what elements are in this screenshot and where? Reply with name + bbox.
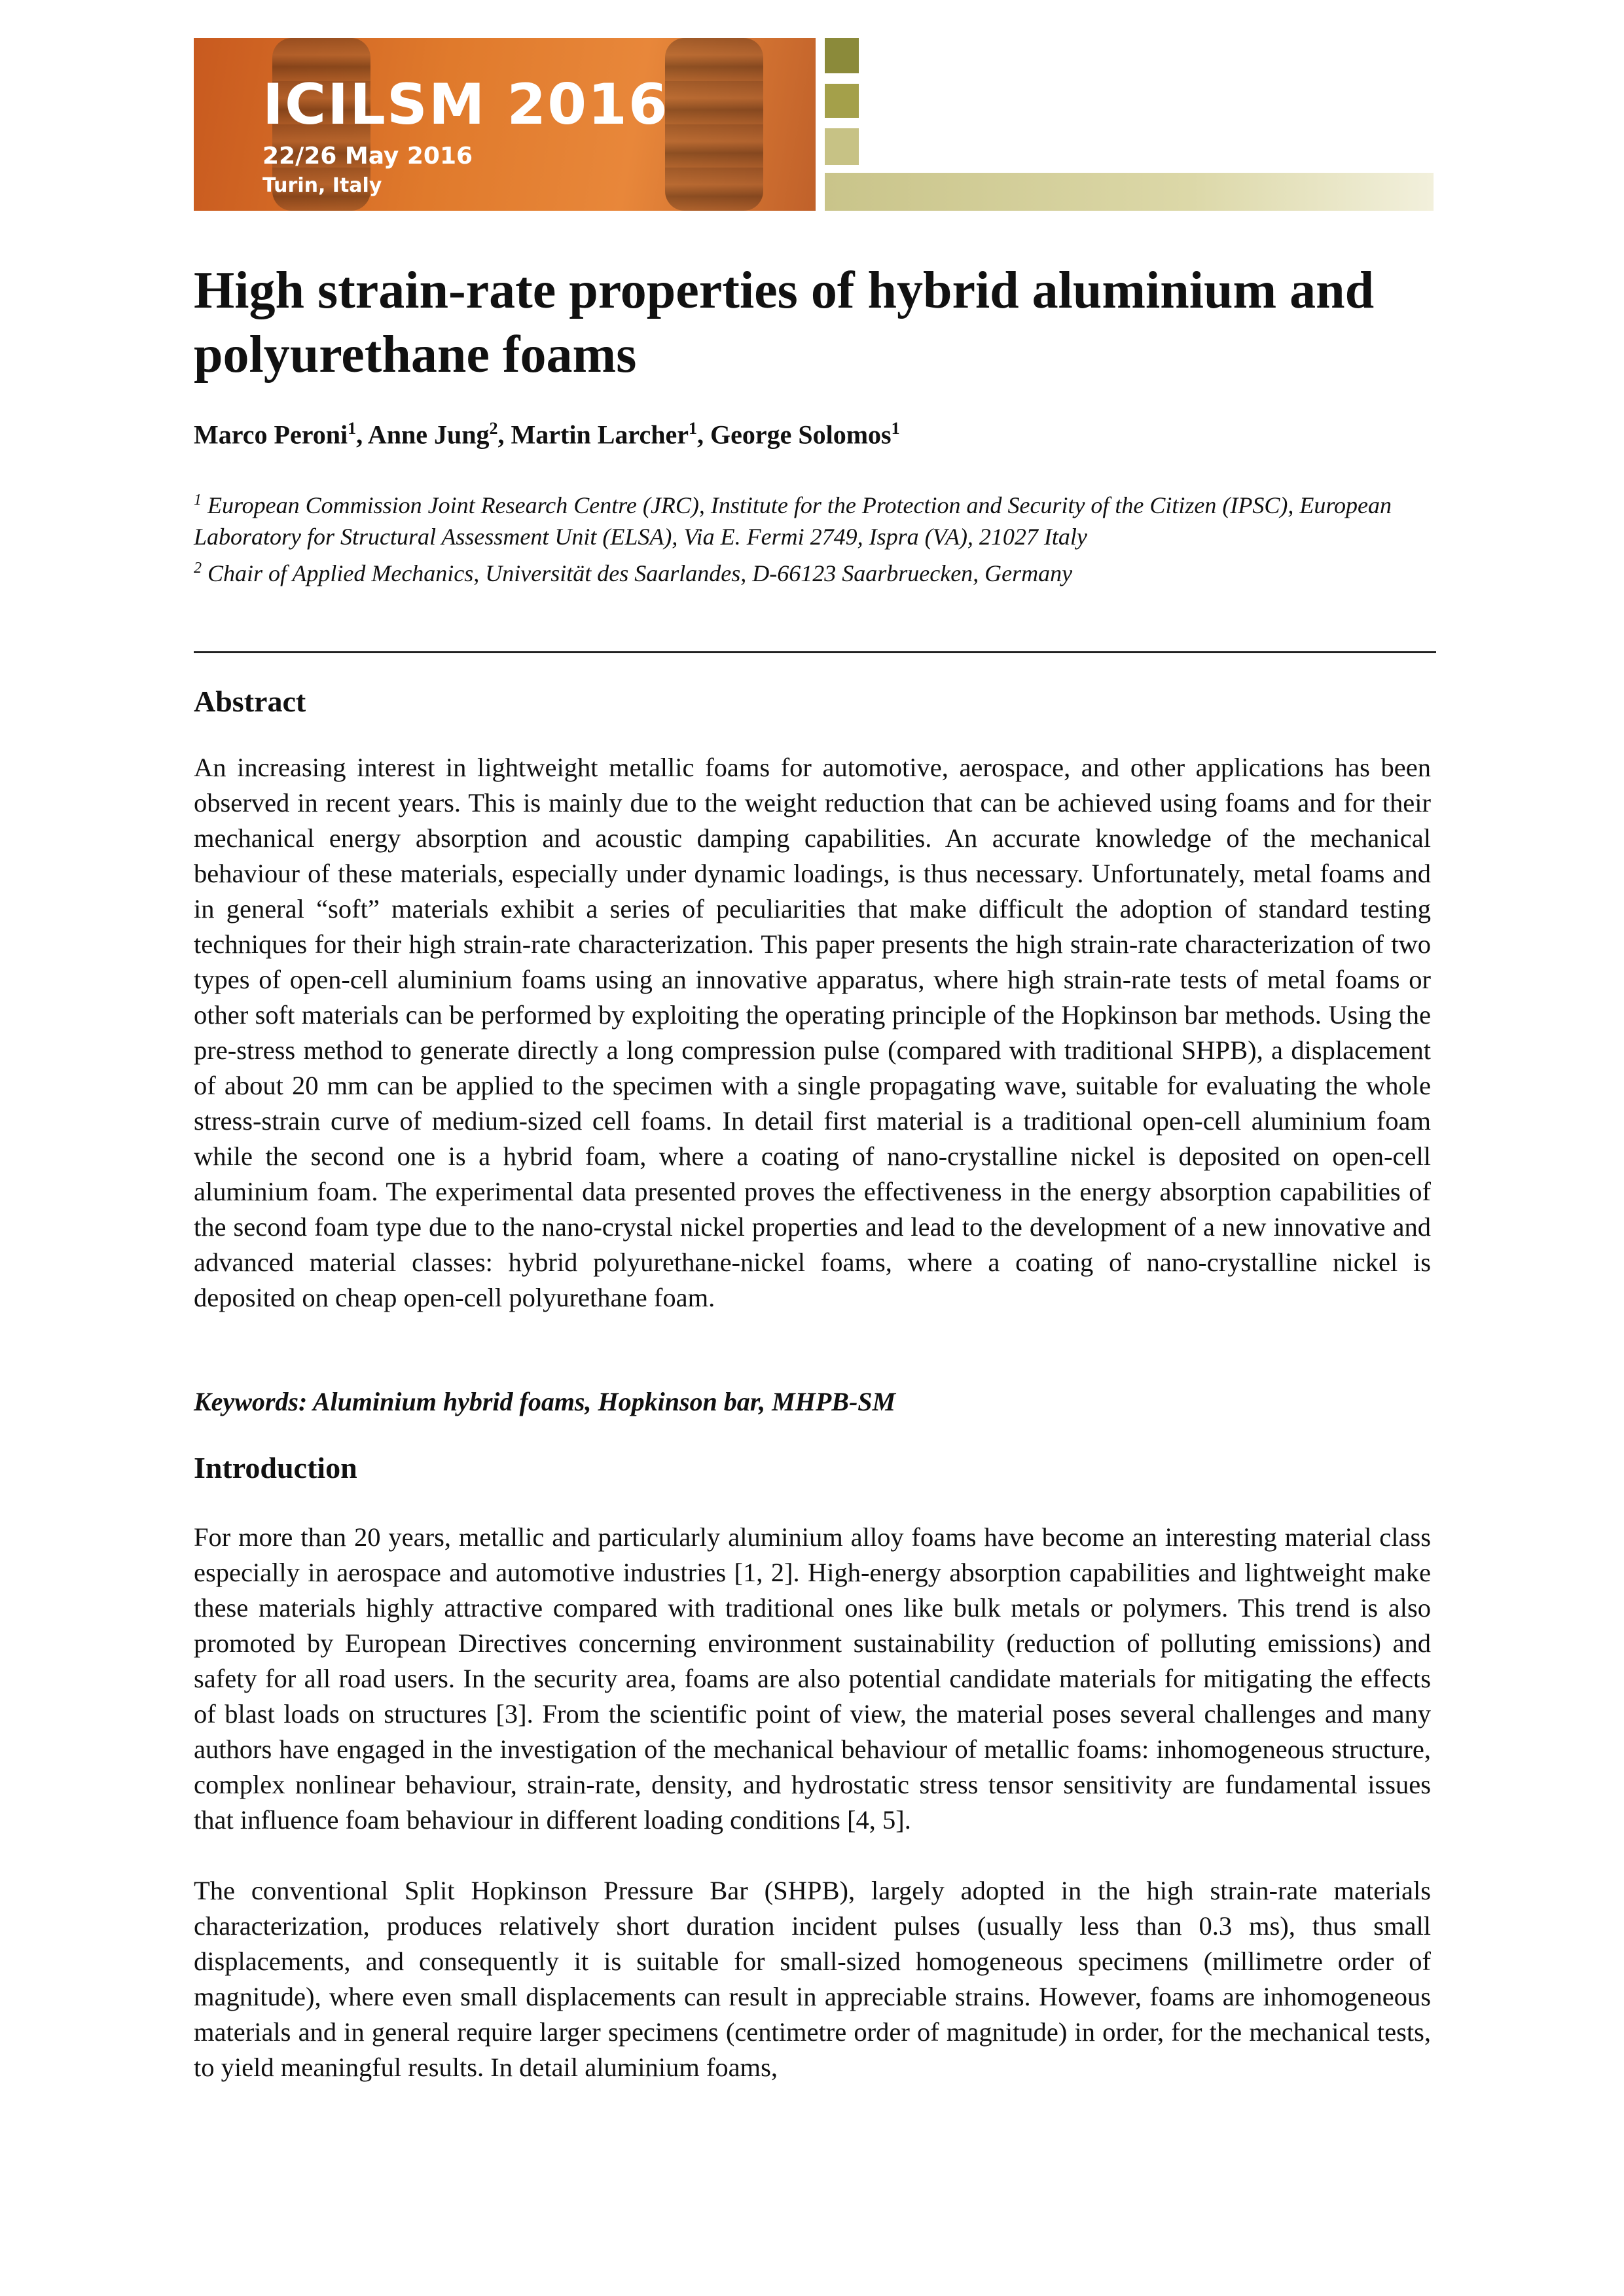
section-divider [194, 651, 1436, 653]
banner-strip-decoration [825, 173, 1434, 211]
abstract-heading: Abstract [194, 685, 306, 718]
author-affiliation-mark: 1 [688, 419, 697, 438]
conference-banner [194, 38, 816, 211]
affiliation: $^2$ Chair of Applied Mechanics, Universität des Saarlandes, D-66123 Saarbruecken, Germany [194, 560, 1073, 586]
banner-place: Turin, Italy [262, 174, 382, 197]
author-name: Marco Peroni [194, 420, 348, 450]
banner-title: ICILSM 2016 [262, 72, 669, 137]
introduction-heading: Introduction [194, 1451, 357, 1484]
paper-title: High strain-rate properties of hybrid aluminium and polyurethane foams [194, 262, 1375, 384]
banner-square-decoration [825, 38, 859, 73]
banner-dates: 22/26 May 2016 [262, 143, 473, 170]
author-name: Martin Larcher [511, 420, 689, 450]
author-affiliation-mark: 1 [891, 419, 900, 438]
abstract-text: An increasing interest in lightweight metallic foams for automotive, aerospace, and other applications has been observed in recent years. This is mainly due to the weight reduction that can be achieved using foams and for their mechanical energy absorption and acoustic damping capabilities. An accurate knowledge of the mechanical behaviour of these materials, especially under dynamic loadings, is thus necessary. Unfortunately, metal foams and in general “soft” materials exhibit a series of peculiarities that make difficult the adoption of standard testing techniques for their high strain-rate characterization. This paper presents the high strain-rate characterization of two types of open-cell aluminium foams using an innovative apparatus, where high strain-rate tests of metal foams or other soft materials can be performed by exploiting the operating principle of the Hopkinson bar methods. Using the pre-stress method to generate directly a long compression pulse (compared with traditional SHPB), a displacement of about 20 mm can be applied to the specimen with a single propagating wave, suitable for evaluating the whole stress-strain curve of medium-sized cell foams. In detail first material is a traditional open-cell aluminium foam while the second one is a hybrid foam, where a coating of nano-crystalline nickel is deposited on open-cell aluminium foam. The experimental data presented proves the effectiveness in the energy absorption capabilities of the second foam type due to the nano-crystal nickel properties and lead to the development of a new innovative and advanced material classes: hybrid polyurethane-nickel foams, where a coating of nano-crystalline nickel is deposited on cheap open-cell polyurethane foam. [194, 753, 1431, 1312]
author-name: George Solomos [710, 420, 892, 450]
introduction-paragraph: For more than 20 years, metallic and particularly aluminium alloy foams have become an interesting material class especially in aerospace and automotive industries [1, 2]. High-energy absorption capabilities and lightweight make these materials highly attractive compared with traditional ones like bulk metals or polymers. This trend is also promoted by European Directives concerning environment sustainability (reduction of polluting emissions) and safety for all road users. In the security area, foams are also potential candidate materials for mitigating the effects of blast loads on structures [3]. From the scientific point of view, the material poses several challenges and many authors have engaged in the investigation of the mechanical behaviour of metallic foams: inhomogeneous structure, complex nonlinear behaviour, strain-rate, density, and hydrostatic stress tensor sensitivity are fundamental issues that influence foam behaviour in different loading conditions [4, 5]. [194, 1522, 1431, 1835]
affiliations [194, 484, 1437, 589]
author-affiliation-mark: 1 [348, 419, 357, 438]
banner-square-decoration [825, 84, 859, 118]
banner-vertebra-graphic [665, 38, 763, 211]
author-list: Marco Peroni$^1$, Anne Jung$^2$, Martin Larcher$^1$, George Solomos$^1$ [194, 419, 900, 450]
keywords: Keywords: Aluminium hybrid foams, Hopkinson bar, MHPB-SM [194, 1387, 896, 1416]
banner-square-decoration [825, 128, 859, 165]
author-affiliation-mark: 2 [489, 419, 498, 438]
author-name: Anne Jung [367, 420, 490, 450]
affiliation: $^1$ European Commission Joint Research Centre (JRC), Institute for the Protection and Security of the Citizen (IPSC), European Laboratory for Structural Assessment Unit (ELSA), Via E. Fermi 2749, Ispra (VA), 21027 Italy [194, 492, 1392, 550]
introduction-paragraph: The conventional Split Hopkinson Pressure Bar (SHPB), largely adopted in the high strain-rate materials characterization, produces relatively short duration incident pulses (usually less than 0.3 ms), thus small displacements, and consequently it is suitable for small-sized homogeneous specimens (millimetre order of magnitude), where even small displacements can result in appreciable strains. However, foams are inhomogeneous materials and in general require larger specimens (centimetre order of magnitude) in order, for the mechanical tests, to yield meaningful results. In detail aluminium foams, [194, 1876, 1431, 2082]
